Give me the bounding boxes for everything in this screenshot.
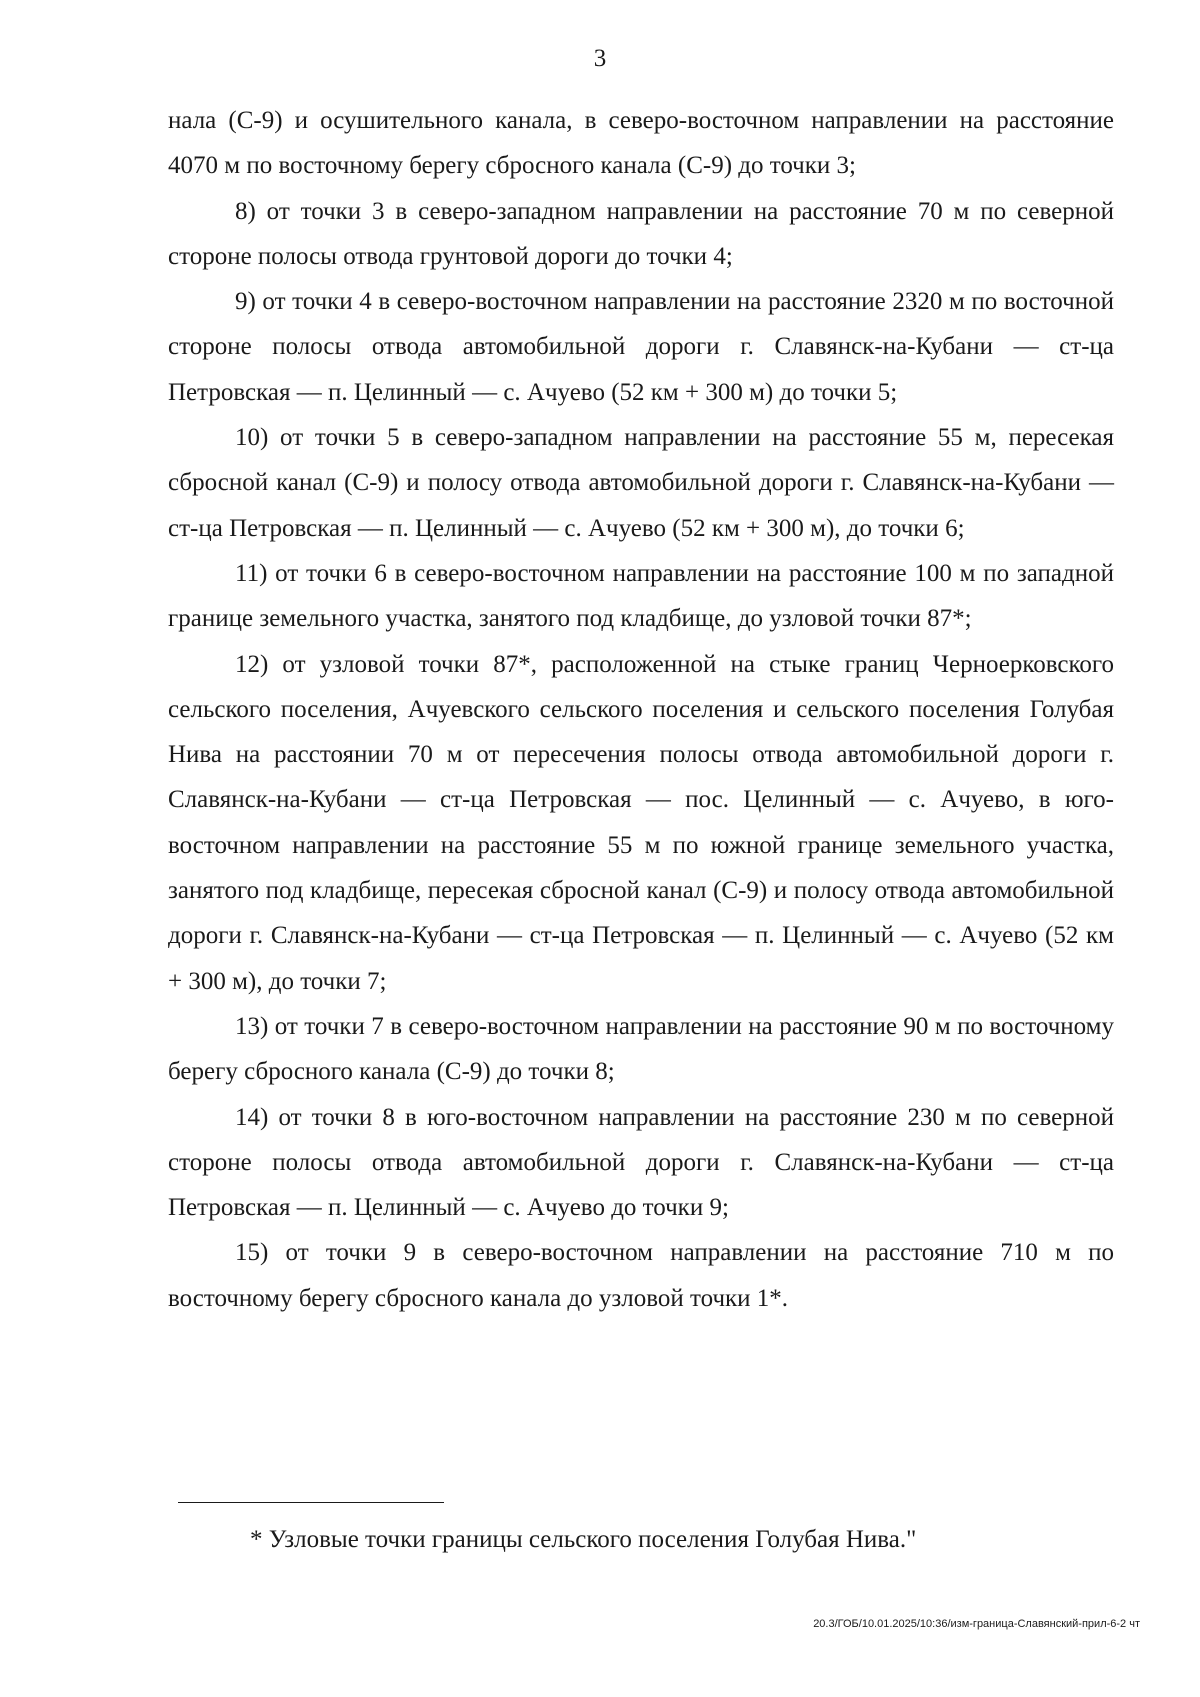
page-number: 3 <box>593 45 607 72</box>
paragraph-item-15: 15) от точки 9 в северо-восточном направлении на расстояние 710 м по восточному берегу сбросного канала до узловой точки 1*. <box>168 1239 1114 1312</box>
paragraph-item-9: 9) от точки 4 в северо-восточном направлении на расстояние 2320 м по восточной стороне полосы отвода автомобильной дороги г. Славянск-на-Кубани — ст-ца Петровская — п. Целинный — с. Ачуево (52 км + 300 м) до точки 5; <box>168 288 1114 406</box>
paragraph-item-13: 13) от точки 7 в северо-восточном направлении на расстояние 90 м по восточному берегу сбросного канала (С-9) до точки 8; <box>168 1012 1114 1086</box>
paragraph-continuation: нала (С-9) и осушительного канала, в северо-восточном направлении на расстояние 4070 м по восточному берегу сбросного канала (С-9) до точки 3; <box>168 107 1114 180</box>
document-footer-code: 20.3/ГОБ/10.01.2025/10:36/изм-граница-Славянский-прил-6-2 чт <box>813 1618 1140 1630</box>
footnote: * Узловые точки границы сельского поселения Голубая Нива." <box>250 1526 917 1553</box>
paragraph-item-8: 8) от точки 3 в северо-западном направлении на расстояние 70 м по северной стороне полосы отвода грунтовой дороги до точки 4; <box>168 197 1114 270</box>
paragraph-item-14: 14) от точки 8 в юго-восточном направлении на расстояние 230 м по северной стороне полосы отвода автомобильной дороги г. Славянск-на-Кубани — ст-ца Петровская — п. Целинный — с. Ачуево до точки 9; <box>168 1103 1114 1222</box>
paragraph-item-10: 10) от точки 5 в северо-западном направлении на расстояние 55 м, пересекая сбросной канал (С-9) и полосу отвода автомобильной дороги г. Славянск-на-Кубани — ст-ца Петровская — п. Целинный — с. Ачуево (52 км + 300 м), до точки 6; <box>168 424 1114 542</box>
paragraph-item-12: 12) от узловой точки 87*, расположенной на стыке границ Черноерковского сельского поселения, Ачуевского сельского поселения и сельского поселения Голубая Нива на расстоянии 70 м от пересечения полосы отвода автомобильной дороги г. Славянск-на-Кубани — ст-ца Петровская — пос. Целинный — с. Ачуево, в юго-восточном направлении на расстояние 55 м по южной границе земельного участка, занятого под кладбище, пересекая сбросной канал (С-9) и полосу отвода автомобильной дороги г. Славянск-на-Кубани — ст-ца Петровская — п. Целинный — с. Ачуево (52 км + 300 м), до точки 7; <box>168 650 1114 995</box>
document-body <box>168 98 1114 1321</box>
footnote-divider <box>178 1502 444 1503</box>
paragraph-item-11: 11) от точки 6 в северо-восточном направлении на расстояние 100 м по западной границе земельного участка, занятого под кладбище, до узловой точки 87*; <box>168 559 1114 633</box>
